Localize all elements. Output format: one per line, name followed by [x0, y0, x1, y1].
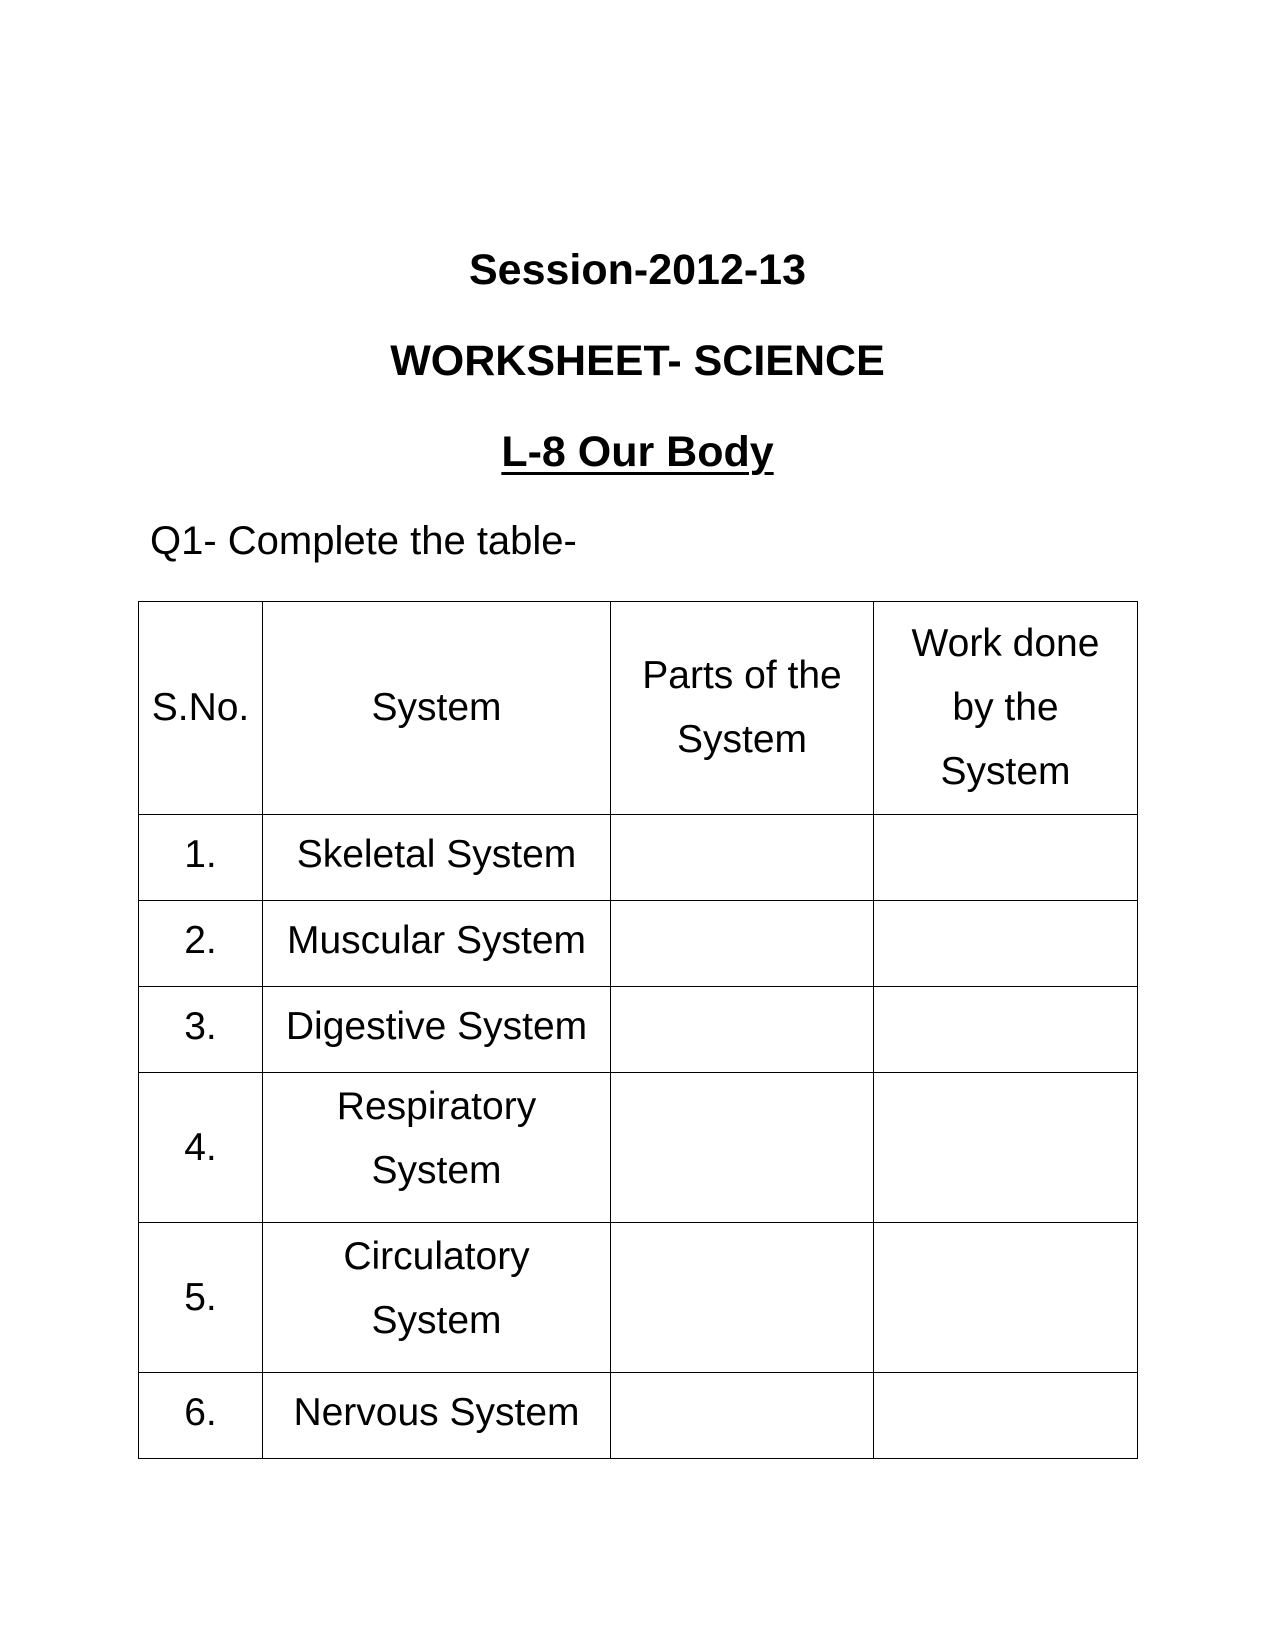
table-row	[139, 1373, 1138, 1459]
system-name-cell: Muscular System	[263, 901, 611, 987]
sno-cell: 1.	[139, 815, 263, 901]
worksheet-title: WORKSHEET- SCIENCE	[390, 337, 885, 385]
column-header-sno: S.No.	[139, 602, 263, 815]
question-prompt: Q1- Complete the table-	[150, 519, 577, 563]
lesson-title: L-8 Our Body	[501, 428, 774, 476]
system-name-cell: Circulatory System	[263, 1223, 611, 1373]
system-name-cell: Respiratory System	[263, 1073, 611, 1223]
system-name-cell: Nervous System	[263, 1373, 611, 1459]
sno-cell: 5.	[139, 1223, 263, 1373]
parts-answer-cell[interactable]	[611, 1373, 874, 1459]
work-answer-cell[interactable]	[874, 901, 1138, 987]
column-header-system: System	[263, 602, 611, 815]
system-name-cell: Digestive System	[263, 987, 611, 1073]
parts-answer-cell[interactable]	[611, 1073, 874, 1223]
parts-answer-cell[interactable]	[611, 815, 874, 901]
work-answer-cell[interactable]	[874, 1373, 1138, 1459]
parts-answer-cell[interactable]	[611, 901, 874, 987]
work-answer-cell[interactable]	[874, 1073, 1138, 1223]
sno-cell: 3.	[139, 987, 263, 1073]
column-header-parts: Parts of the System	[611, 602, 874, 815]
parts-answer-cell[interactable]	[611, 987, 874, 1073]
session-heading: Session-2012-13	[468, 246, 807, 294]
sno-cell: 6.	[139, 1373, 263, 1459]
work-answer-cell[interactable]	[874, 1223, 1138, 1373]
table-row	[139, 901, 1138, 987]
body-systems-table	[138, 601, 1138, 1459]
sno-cell: 4.	[139, 1073, 263, 1223]
table-row	[139, 1223, 1138, 1373]
work-answer-cell[interactable]	[874, 815, 1138, 901]
table-row	[139, 987, 1138, 1073]
parts-answer-cell[interactable]	[611, 1223, 874, 1373]
table-row	[139, 815, 1138, 901]
table-header-row	[139, 602, 1138, 815]
table-row	[139, 1073, 1138, 1223]
work-answer-cell[interactable]	[874, 987, 1138, 1073]
sno-cell: 2.	[139, 901, 263, 987]
column-header-work: Work done by the System	[874, 602, 1138, 815]
system-name-cell: Skeletal System	[263, 815, 611, 901]
